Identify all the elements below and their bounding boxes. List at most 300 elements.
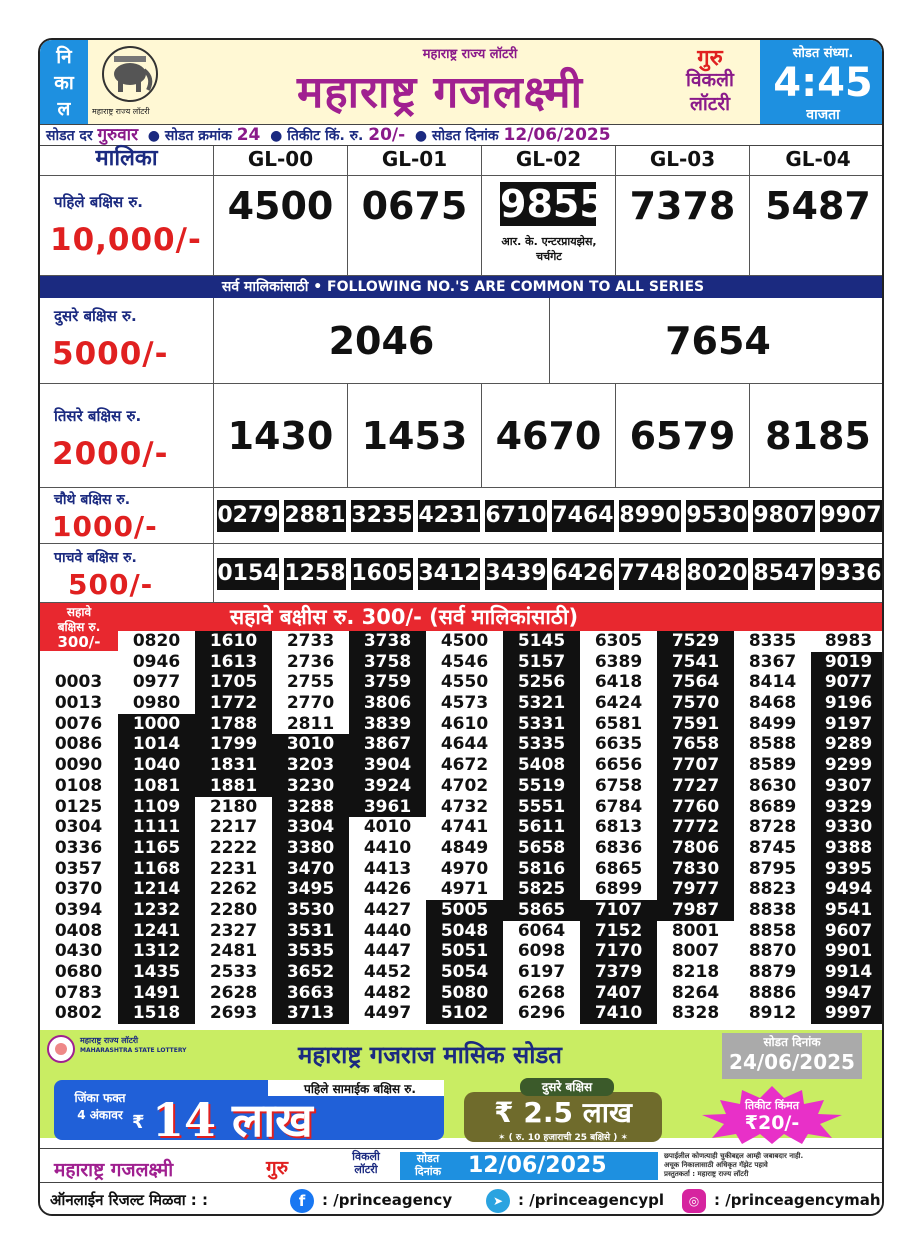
sixth-prize-column	[503, 631, 580, 1024]
sixth-prize-number: 1610	[195, 631, 272, 652]
sixth-prize-number: 1831	[195, 755, 272, 776]
sixth-prize-column	[811, 631, 884, 1024]
sixth-prize-number: 6836	[580, 838, 657, 859]
sixth-prize-number: 1081	[118, 776, 195, 797]
third-prize-number: 1453	[348, 384, 482, 488]
sixth-prize-number: 2327	[195, 921, 272, 942]
sixth-prize-number: 6305	[580, 631, 657, 652]
gajraj-draw-date: सोडत दिनांक 24/06/2025	[722, 1033, 862, 1079]
first-prize-gl02-cell	[482, 176, 616, 276]
sixth-prize-number: 9914	[811, 962, 884, 983]
jinka-text: जिंका फक्त 4 अंकावर	[74, 1091, 126, 1122]
sixth-prize-number: 4849	[426, 838, 503, 859]
sixth-prize-number: 0076	[40, 714, 117, 735]
sixth-prize-number: 3839	[349, 714, 426, 735]
sixth-prize-number: 8823	[734, 879, 811, 900]
disclaimer: छपाईलील कोणत्याही चुकीबद्दल आम्ही जबाबदार नाही. अचूक निकालासाठी अधिकृत गॅझेट पहावे प्रस्तुतकर्ता : महाराष्ट्र राज्य लॉटरी	[664, 1152, 804, 1178]
draw-time: 4:45	[773, 60, 873, 106]
sixth-prize-number: 7806	[657, 838, 734, 859]
sixth-prize-number: 7830	[657, 859, 734, 880]
ticket-price-value: ₹20/-	[744, 1112, 800, 1134]
online-result-label: ऑनलाईन रिजल्ट मिळवा : :	[50, 1191, 209, 1209]
sixth-prize-number: 1000	[118, 714, 195, 735]
sixth-prize-number: 8745	[734, 838, 811, 859]
sixth-prize-number: 7772	[657, 817, 734, 838]
sixth-prize-number: 6656	[580, 755, 657, 776]
fifth-prize-number: 1258	[284, 558, 346, 590]
sixth-prize-number: 9388	[811, 838, 884, 859]
sixth-prize-number: 4426	[349, 879, 426, 900]
sixth-prize-number: 8886	[734, 983, 811, 1004]
rupee-symbol: ₹	[132, 1112, 145, 1133]
sixth-prize-number: 3759	[349, 672, 426, 693]
sixth-prize-number: 1111	[118, 817, 195, 838]
sixth-prize-number: 4500	[426, 631, 503, 652]
winner-agency: आर. के. एन्टरप्रायझेस, चर्चगेट	[501, 235, 597, 263]
sixth-prize-number: 5102	[426, 1003, 503, 1024]
sixth-prize-number: 7529	[657, 631, 734, 652]
sixth-prize-number: 0003	[40, 672, 117, 693]
third-prize-number: 1430	[214, 384, 348, 488]
sixth-prize-number: 3288	[272, 797, 349, 818]
fifth-prize-number: 8020	[686, 558, 748, 590]
sixth-prize-number: 4427	[349, 900, 426, 921]
sixth-prize-number: 8468	[734, 693, 811, 714]
sixth-prize-number: 2481	[195, 941, 272, 962]
sixth-prize-number: 0125	[40, 797, 117, 818]
sixth-prize-number: 7707	[657, 755, 734, 776]
state-lottery-seal-icon	[46, 1034, 76, 1064]
sixth-prize-number: 3924	[349, 776, 426, 797]
sixth-prize-number: 3806	[349, 693, 426, 714]
sixth-prize-number: 6268	[503, 983, 580, 1004]
facebook-icon[interactable]: f	[290, 1189, 314, 1213]
sixth-prize-number: 9901	[811, 941, 884, 962]
first-prize-promo-label: पहिले सामाईक बक्षिस रु.	[304, 1082, 416, 1096]
sixth-prize-number: 3904	[349, 755, 426, 776]
sixth-prize-number: 6899	[580, 879, 657, 900]
sixth-prize-number: 6758	[580, 776, 657, 797]
draw-time-box: सोडत संध्या. 4:45 वाजता	[760, 40, 884, 124]
sixth-prize-number: 0783	[40, 983, 117, 1004]
fifth-prize-number: 7748	[619, 558, 681, 590]
sixth-prize-number: 7541	[657, 652, 734, 673]
second-prize-number-1: 2046	[214, 298, 550, 384]
sixth-prize-number: 1109	[118, 797, 195, 818]
sixth-prize-number: 8264	[657, 983, 734, 1004]
draw-info-bar: सोडत दर गुरुवार ● सोडत क्रमांक 24 ● तिकीट किं. रु. 20/- ● सोडत दिनांक 12/06/2025	[40, 124, 884, 146]
fourth-prize-number: 3235	[351, 500, 413, 532]
sixth-prize-number: 1312	[118, 941, 195, 962]
sixth-prize-number: 3495	[272, 879, 349, 900]
third-prize-label-cell: तिसरे बक्षिस रु. 2000/-	[40, 384, 214, 488]
sixth-prize-number: 9019	[811, 652, 884, 673]
first-prize-amount: 10,000/-	[50, 222, 202, 258]
fifth-prize-number: 8547	[753, 558, 815, 590]
sixth-prize-number: 4971	[426, 879, 503, 900]
series-label: मालिका	[40, 146, 214, 176]
first-prize-gl03: 7378	[616, 176, 750, 276]
sixth-prize-number: 5519	[503, 776, 580, 797]
series-gl-01: GL-01	[348, 146, 482, 176]
sixth-prize-number: 4672	[426, 755, 503, 776]
first-prize-gl04: 5487	[750, 176, 884, 276]
sixth-prize-number: 7407	[580, 983, 657, 1004]
sixth-prize-number: 2811	[272, 714, 349, 735]
sixth-prize-number: 7379	[580, 962, 657, 983]
sixth-prize-number: 6197	[503, 962, 580, 983]
sixth-prize-number: 4447	[349, 941, 426, 962]
sixth-prize-number: 1214	[118, 879, 195, 900]
bottom-title: महाराष्ट्र गजलक्ष्मी	[54, 1159, 174, 1181]
sixth-prize-number: 1881	[195, 776, 272, 797]
telegram-link[interactable]: : /princeagencypl	[518, 1191, 664, 1209]
sixth-prize-number: 0013	[40, 693, 117, 714]
sixth-prize-number: 2180	[195, 797, 272, 818]
social-links-bar	[40, 1182, 884, 1216]
sixth-prize-number: 4550	[426, 672, 503, 693]
sixth-prize-number: 1799	[195, 734, 272, 755]
fifth-prize-number: 9336	[820, 558, 882, 590]
sixth-prize-column	[118, 631, 195, 1024]
sixth-prize-number: 8630	[734, 776, 811, 797]
sixth-prize-number: 4732	[426, 797, 503, 818]
first-prize-gl01: 0675	[348, 176, 482, 276]
sixth-prize-number: 4452	[349, 962, 426, 983]
sixth-prize-number: 2755	[272, 672, 349, 693]
sixth-prize-number: 2733	[272, 631, 349, 652]
fifth-prize-label-cell: पाचवे बक्षिस रु. 500/-	[40, 544, 214, 603]
sixth-prize-number: 9197	[811, 714, 884, 735]
sixth-prize-number: 0430	[40, 941, 117, 962]
sixth-prize-number: 4413	[349, 859, 426, 880]
first-prize-gl02: 9855	[500, 182, 606, 226]
fourth-prize-number: 9807	[753, 500, 815, 532]
sixth-prize-number: 1705	[195, 672, 272, 693]
sixth-prize-number: 6784	[580, 797, 657, 818]
fifth-prize-number: 0154	[217, 558, 279, 590]
sixth-prize-number: 7658	[657, 734, 734, 755]
sixth-prize-number: 8870	[734, 941, 811, 962]
sixth-prize-number: 8858	[734, 921, 811, 942]
sixth-prize-number: 2770	[272, 693, 349, 714]
fourth-prize-number: 9907	[820, 500, 882, 532]
second-prize-label-cell: दुसरे बक्षिस रु. 5000/-	[40, 298, 214, 384]
sixth-prize-number: 6865	[580, 859, 657, 880]
sixth-prize-number: 8689	[734, 797, 811, 818]
sixth-prize-number: 5048	[426, 921, 503, 942]
sixth-prize-number: 4741	[426, 817, 503, 838]
sixth-prize-number: 0394	[40, 900, 117, 921]
first-prize-promo-amount: 14 लाख	[152, 1093, 313, 1147]
sixth-prize-number: 0108	[40, 776, 117, 797]
second-prize-number-2: 7654	[550, 298, 884, 384]
sixth-prize-number: 8007	[657, 941, 734, 962]
sixth-prize-number: 8328	[657, 1003, 734, 1024]
day-label: गुरु	[697, 46, 723, 71]
sixth-prize-number: 1772	[195, 693, 272, 714]
fourth-prize-amount: 1000/-	[52, 510, 158, 543]
sixth-prize-number: 3961	[349, 797, 426, 818]
fifth-prize-number: 3439	[485, 558, 547, 590]
sixth-prize-number: 0370	[40, 879, 117, 900]
nikal-badge: नि का ल	[40, 40, 88, 124]
lottery-title: महाराष्ट्र गजलक्ष्मी	[296, 67, 584, 118]
fourth-prize-number: 0279	[217, 500, 279, 532]
sixth-prize-number: 7410	[580, 1003, 657, 1024]
sixth-prize-number: 2628	[195, 983, 272, 1004]
sixth-prize-number: 9395	[811, 859, 884, 880]
sixth-prize-number: 8218	[657, 962, 734, 983]
sixth-prize-number: 9330	[811, 817, 884, 838]
sixth-prize-number: 0802	[40, 1003, 117, 1024]
sixth-prize-number: 9289	[811, 734, 884, 755]
sixth-prize-number: 1491	[118, 983, 195, 1004]
sixth-prize-number: 7977	[657, 879, 734, 900]
sixth-prize-number: 6296	[503, 1003, 580, 1024]
sixth-prize-number: 7570	[657, 693, 734, 714]
sixth-prize-number: 6098	[503, 941, 580, 962]
sixth-prize-number: 0980	[118, 693, 195, 714]
sixth-prize-number: 4410	[349, 838, 426, 859]
common-series-banner: सर्व मालिकांसाठी • FOLLOWING NO.'S ARE COMMON TO ALL SERIES	[40, 276, 884, 298]
sixth-prize-number: 1040	[118, 755, 195, 776]
instagram-link[interactable]: : /princeagencymah	[714, 1191, 881, 1209]
sixth-prize-number: 7591	[657, 714, 734, 735]
sixth-prize-number: 4610	[426, 714, 503, 735]
fourth-prize-row	[214, 488, 884, 544]
sixth-prize-column	[426, 631, 503, 1024]
series-gl-03: GL-03	[616, 146, 750, 176]
sixth-prize-column	[657, 631, 734, 1024]
fifth-prize-amount: 500/-	[68, 568, 154, 601]
sixth-prize-number: 5816	[503, 859, 580, 880]
sixth-prize-number: 8499	[734, 714, 811, 735]
sixth-prize-number: 7727	[657, 776, 734, 797]
sixth-prize-column	[195, 631, 272, 1024]
sixth-prize-number: 5658	[503, 838, 580, 859]
sixth-prize-number: 3010	[272, 734, 349, 755]
sixth-prize-number: 3652	[272, 962, 349, 983]
bottom-weekly: विकली लॉटरी	[352, 1150, 380, 1176]
sixth-prize-number: 1232	[118, 900, 195, 921]
sixth-prize-number: 8335	[734, 631, 811, 652]
sixth-prize-number: 1165	[118, 838, 195, 859]
sixth-prize-number: 0820	[118, 631, 195, 652]
sixth-prize-number: 5335	[503, 734, 580, 755]
sixth-prize-number: 2222	[195, 838, 272, 859]
sixth-prize-number: 3304	[272, 817, 349, 838]
third-prize-number: 6579	[616, 384, 750, 488]
sixth-prize-number: 0357	[40, 859, 117, 880]
sixth-prize-number: 4482	[349, 983, 426, 1004]
sixth-prize-number: 8001	[657, 921, 734, 942]
sixth-prize-number: 5054	[426, 962, 503, 983]
sixth-prize-number: 9494	[811, 879, 884, 900]
sixth-prize-column	[40, 672, 117, 1024]
sixth-prize-number: 9077	[811, 672, 884, 693]
sixth-prize-number: 1168	[118, 859, 195, 880]
sixth-prize-number: 8588	[734, 734, 811, 755]
fifth-prize-number: 6426	[552, 558, 614, 590]
sixth-prize-number: 5408	[503, 755, 580, 776]
second-prize-promo: ₹ 2.5 लाख ✶ ( रु. 10 हजाराची 25 बक्षिसे ) ✶	[464, 1092, 662, 1142]
sixth-prize-column	[349, 631, 426, 1024]
sixth-prize-column	[272, 631, 349, 1024]
sixth-prize-number: 4970	[426, 859, 503, 880]
elephant-logo-icon	[94, 44, 166, 104]
logo-caption: महाराष्ट्र राज्य लॉटरी	[92, 107, 150, 116]
third-prize-number: 8185	[750, 384, 884, 488]
sixth-prize-number: 1788	[195, 714, 272, 735]
series-gl-04: GL-04	[750, 146, 884, 176]
draw-day: गुरुवार	[97, 125, 139, 145]
sixth-prize-number: 3738	[349, 631, 426, 652]
sixth-prize-number: 8589	[734, 755, 811, 776]
third-prize-number: 4670	[482, 384, 616, 488]
state-lottery-label: महाराष्ट्र राज्य लॉटरी	[422, 47, 518, 62]
second-prize-promo-label: दुसरे बक्षिस	[520, 1078, 614, 1096]
sixth-prize-number: 9307	[811, 776, 884, 797]
sixth-prize-number: 2280	[195, 900, 272, 921]
fourth-prize-number: 7464	[552, 500, 614, 532]
draw-number: 24	[236, 125, 261, 145]
sixth-prize-number: 3530	[272, 900, 349, 921]
sixth-prize-number: 8795	[734, 859, 811, 880]
sixth-prize-number: 5256	[503, 672, 580, 693]
sixth-prize-number: 4573	[426, 693, 503, 714]
lottery-result-sheet	[38, 38, 884, 1216]
sixth-prize-number: 1613	[195, 652, 272, 673]
sixth-prize-number: 8414	[734, 672, 811, 693]
sixth-prize-number: 9997	[811, 1003, 884, 1024]
sixth-prize-number: 9607	[811, 921, 884, 942]
sixth-prize-column	[734, 631, 811, 1024]
third-prize-amount: 2000/-	[52, 436, 169, 472]
sixth-prize-number: 5080	[426, 983, 503, 1004]
ticket-price: 20/-	[368, 125, 406, 145]
sixth-prize-number: 7152	[580, 921, 657, 942]
sixth-prize-number: 6813	[580, 817, 657, 838]
sixth-prize-number: 7564	[657, 672, 734, 693]
sixth-prize-number: 3758	[349, 652, 426, 673]
sixth-prize-number: 0680	[40, 962, 117, 983]
sixth-prize-header: सहावे बक्षीस रु. 300/- (सर्व मालिकांसाठी)	[40, 603, 884, 631]
sixth-prize-number: 1241	[118, 921, 195, 942]
ticket-price-label: तिकीट किंमत	[745, 1099, 799, 1112]
first-prize-label-cell: पहिले बक्षिस रु. 10,000/-	[40, 176, 214, 276]
sixth-prize-number: 6418	[580, 672, 657, 693]
first-prize-gl00: 4500	[214, 176, 348, 276]
facebook-link[interactable]: : /princeagency	[322, 1191, 453, 1209]
sixth-prize-number: 6581	[580, 714, 657, 735]
sixth-prize-number: 5157	[503, 652, 580, 673]
sixth-prize-number: 7170	[580, 941, 657, 962]
sixth-prize-number: 3203	[272, 755, 349, 776]
fifth-prize-number: 3412	[418, 558, 480, 590]
sixth-prize-number: 2533	[195, 962, 272, 983]
sixth-prize-number: 0090	[40, 755, 117, 776]
sixth-prize-number: 2231	[195, 859, 272, 880]
instagram-icon[interactable]: ◎	[682, 1189, 706, 1213]
sixth-prize-number: 3230	[272, 776, 349, 797]
sixth-prize-number: 5331	[503, 714, 580, 735]
draw-date: 12/06/2025	[503, 125, 611, 145]
sixth-prize-number: 5005	[426, 900, 503, 921]
sixth-prize-number: 2217	[195, 817, 272, 838]
state-lottery-small: महाराष्ट्र राज्य लॉटरी MAHARASHTRA STATE LOTTERY	[80, 1036, 187, 1054]
sixth-prize-number: 2693	[195, 1003, 272, 1024]
fourth-prize-number: 2881	[284, 500, 346, 532]
sixth-prize-number: 9541	[811, 900, 884, 921]
sixth-prize-number: 7107	[580, 900, 657, 921]
sixth-prize-number: 5145	[503, 631, 580, 652]
sixth-prize-number: 8728	[734, 817, 811, 838]
sixth-prize-number: 2262	[195, 879, 272, 900]
sixth-prize-number: 6635	[580, 734, 657, 755]
sixth-prize-number: 8983	[811, 631, 884, 652]
sixth-prize-number: 8912	[734, 1003, 811, 1024]
sixth-prize-number: 5551	[503, 797, 580, 818]
sixth-prize-number: 3867	[349, 734, 426, 755]
sixth-prize-number: 3535	[272, 941, 349, 962]
fourth-prize-number: 6710	[485, 500, 547, 532]
telegram-icon[interactable]: ➤	[486, 1189, 510, 1213]
sixth-prize-number: 4440	[349, 921, 426, 942]
sixth-prize-number: 1014	[118, 734, 195, 755]
sixth-prize-number: 9299	[811, 755, 884, 776]
sixth-prize-label: सहावे बक्षिस रु. 300/-	[40, 603, 118, 651]
sixth-prize-number: 5051	[426, 941, 503, 962]
sixth-prize-number: 3380	[272, 838, 349, 859]
weekly-lottery-label: विकली लॉटरी	[686, 69, 734, 115]
sixth-prize-number: 0408	[40, 921, 117, 942]
sixth-prize-number: 9947	[811, 983, 884, 1004]
bottom-day: गुरु	[266, 1157, 289, 1179]
sixth-prize-number: 6424	[580, 693, 657, 714]
series-gl-02: GL-02	[482, 146, 616, 176]
fourth-prize-number: 9530	[686, 500, 748, 532]
sixth-prize-number: 0977	[118, 672, 195, 693]
sixth-prize-number: 3470	[272, 859, 349, 880]
sixth-prize-number: 6389	[580, 652, 657, 673]
sixth-prize-number: 5865	[503, 900, 580, 921]
sixth-prize-number: 7760	[657, 797, 734, 818]
bottom-date-label: सोडत दिनांक	[414, 1152, 442, 1178]
sixth-prize-number: 3663	[272, 983, 349, 1004]
sixth-prize-number: 5321	[503, 693, 580, 714]
sixth-prize-number: 3531	[272, 921, 349, 942]
sixth-prize-number: 8367	[734, 652, 811, 673]
sixth-prize-number: 0336	[40, 838, 117, 859]
fifth-prize-number: 1605	[351, 558, 413, 590]
sixth-prize-number: 4644	[426, 734, 503, 755]
fourth-prize-number: 4231	[418, 500, 480, 532]
sixth-prize-number: 0304	[40, 817, 117, 838]
sixth-prize-number: 4497	[349, 1003, 426, 1024]
sixth-prize-number: 4546	[426, 652, 503, 673]
sixth-prize-number: 4702	[426, 776, 503, 797]
sixth-prize-number: 9329	[811, 797, 884, 818]
sixth-prize-number: 0946	[118, 652, 195, 673]
gajraj-title: महाराष्ट्र गजराज मासिक सोडत	[298, 1041, 562, 1069]
sixth-prize-number: 3713	[272, 1003, 349, 1024]
sixth-prize-number: 8838	[734, 900, 811, 921]
sixth-prize-number: 7987	[657, 900, 734, 921]
bottom-date: 12/06/2025	[468, 1153, 607, 1178]
sixth-prize-number: 1518	[118, 1003, 195, 1024]
sixth-prize-number: 0086	[40, 734, 117, 755]
